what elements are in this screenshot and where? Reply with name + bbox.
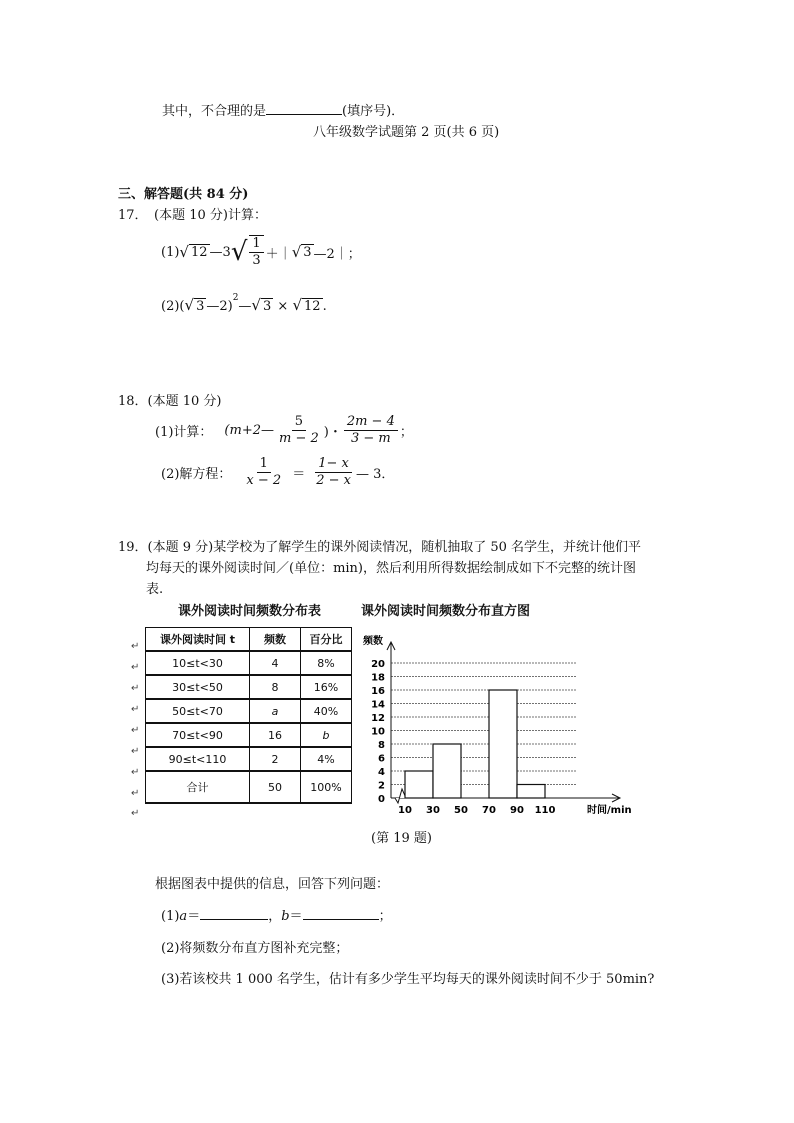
table-row [146,651,352,675]
table-cell: 70≤t<90 [146,723,250,747]
return-mark: ↵ [131,746,140,757]
q17-p2-b: 3 [262,299,272,314]
y-tick-label: 6 [378,753,385,765]
y-axis-label: 频数 [363,636,383,647]
table-cell: 90≤t<110 [146,747,250,771]
q17-p1-frac [249,235,263,269]
sqrt-icon: √ [251,296,261,314]
frac-den: 3 − m [350,430,391,446]
q18-p2-eq: ＝ [292,466,306,482]
q19-line3: 表. [146,582,164,597]
chart-title: 课外阅读时间频数分布直方图 [361,604,531,619]
table-cell: 10≤t<30 [146,651,250,675]
q18-p1-label: (1)计算： [155,424,213,440]
frac-num: 1 [257,456,271,473]
sqrt-icon: √ [230,237,248,267]
table-title: 课外阅读时间频数分布表 [178,604,322,619]
return-mark: ↵ [131,808,140,819]
q17-p1-a: 12 [190,245,208,260]
q17-part2 [161,293,327,314]
x-tick-label: 110 [534,805,556,816]
table-cell: 100% [301,771,352,803]
x-tick-label: 70 [482,805,496,816]
return-mark: ↵ [131,767,140,778]
frac-den: m − 2 [278,430,319,446]
q19-prompt: 根据图表中提供的信息，回答下列问题： [155,877,390,892]
table-cell: 50 [250,771,301,803]
q18-p1-frac1 [276,414,322,447]
page-footer: 八年级数学试题第 2 页(共 6 页) [313,125,500,140]
table-cell: b [301,723,352,747]
y-tick-label: 8 [378,740,385,751]
table-cell: 30≤t<50 [146,675,250,699]
q17-header: 17． (本题 10 分)计算： [118,208,267,223]
q17-p1-label: (1) [161,244,180,260]
q18-p2-frac1 [243,456,284,489]
sub1-comma: ， [268,909,282,924]
q18-part1 [155,410,413,450]
sub1-a: a [179,909,188,924]
q17-p1-tail: —2｜； [313,246,361,262]
q18-p2-label: (2)解方程： [161,466,232,482]
q17-p2-a: 3 [196,299,205,314]
table-row [146,723,352,747]
return-mark: ↵ [131,662,140,673]
table-cell: a [250,699,301,723]
table-cell: 50≤t<70 [146,699,250,723]
y-tick-label: 20 [371,659,385,670]
q17-p2-c: 12 [304,299,321,314]
q18-p1-dot: )・ [323,424,342,440]
q17-p2-end: . [322,299,327,314]
answer-blank-a [200,907,268,920]
table-cell: 8% [301,651,352,675]
frac-den: 3 [252,253,261,268]
table-row [146,675,352,699]
q17-p1-plus: ＋｜ [265,246,292,262]
table-cell: 40% [301,699,352,723]
table-cell: 16 [250,723,301,747]
return-mark: ↵ [131,704,140,715]
table-cell: 4% [301,747,352,771]
sqrt-icon: √ [184,296,195,314]
q17-p2-mid: —2) [206,299,233,314]
y-tick-label: 10 [371,726,385,738]
table-header-cell: 频数 [250,628,301,652]
sub1-label: (1) [161,909,180,924]
table-row [146,771,352,803]
sub1-end: ； [378,909,392,924]
x-tick-label: 10 [398,805,412,816]
q18-p2-end: — 3． [355,466,395,482]
q18-p1-end: ； [399,424,413,440]
table-cell: 4 [250,651,301,675]
frac-num: 5 [292,414,306,431]
q19-line2: 均每天的课外阅读时间／(单位：min)，然后利用所得数据绘制成如下不完整的统计图 [146,561,637,576]
top-line-suffix: (填序号)． [342,104,405,119]
q19-sub2: (2)将频数分布直方图补充完整； [161,941,349,956]
sqrt-icon: √ [179,243,189,261]
q17-p1-b: 3 [303,245,312,260]
sqrt-icon: √ [291,243,302,261]
q18-p1-open: (m+2— [224,422,274,438]
q17-p2-sup: 2 [232,293,239,303]
section-title: 三、解答题(共 84 分) [118,187,249,202]
x-tick-label: 90 [510,805,524,816]
histogram-bar [433,744,461,798]
table-cell: 16% [301,675,352,699]
frac-den: 2 − x [316,472,351,488]
y-tick-label: 16 [371,686,385,697]
return-mark: ↵ [131,641,140,652]
table-cell: 合计 [146,771,250,803]
y-tick-label: 14 [371,699,385,711]
frequency-table [145,627,352,804]
y-tick-label: 18 [371,672,385,684]
answer-blank-b [303,907,379,920]
y-tick-label: 2 [378,780,385,792]
return-mark: ↵ [131,683,140,694]
answer-blank [266,102,342,115]
frac-den: x − 2 [246,472,282,488]
return-mark: ↵ [131,725,140,736]
q18-p1-frac2 [344,414,398,447]
table-row [146,699,352,723]
q18-part2 [161,452,394,492]
x-tick-label: 50 [454,805,468,816]
return-mark: ↵ [131,788,140,799]
x-axis-label: 时间/min [587,805,632,816]
table-cell: 8 [250,675,301,699]
frac-num: 1− x [315,456,352,473]
histogram-bar [405,771,433,798]
y-tick-label: 4 [378,767,385,778]
histogram-chart [355,628,645,818]
q17-p2-minus: — [238,299,252,314]
table-cell: 2 [250,747,301,771]
q17-p2-label: (2)( [161,299,185,314]
figure-caption: (第 19 题) [371,831,432,846]
q18-p2-frac2 [313,456,354,489]
top-line-prefix: 其中，不合理的是 [162,104,267,119]
sqrt-icon: √ [292,296,303,314]
table-header-cell: 百分比 [301,628,352,652]
histogram-bar [517,785,545,799]
q18-header: 18．(本题 10 分) [118,394,222,409]
top-line [162,100,404,119]
q17-p2-times: × [277,299,289,314]
y-tick-label: 12 [371,713,385,724]
frac-num: 1 [249,236,263,253]
q19-sub3: (3)若该校共 1 000 名学生，估计有多少学生平均每天的课外阅读时间不少于 50min? [161,972,655,987]
histogram-bar [489,690,517,798]
y-tick-label: 0 [378,794,385,805]
x-tick-label: 30 [426,805,440,816]
frac-num: 2m − 4 [344,414,398,431]
q19-sub1 [161,905,392,924]
q19-header: 19．(本题 9 分)某学校为了解学生的课外阅读情况，随机抽取了 50 名学生，并统计他们平 [118,540,642,555]
sub1-b: b [281,909,290,924]
q17-part1 [161,232,361,272]
sub1-eq1: ＝ [187,909,201,924]
table-header-row [146,628,352,652]
table-header-cell: 课外阅读时间 t [146,628,250,652]
sub1-eq2: ＝ [289,909,303,924]
q17-p1-minus3: —3 [209,244,231,260]
table-row [146,747,352,771]
